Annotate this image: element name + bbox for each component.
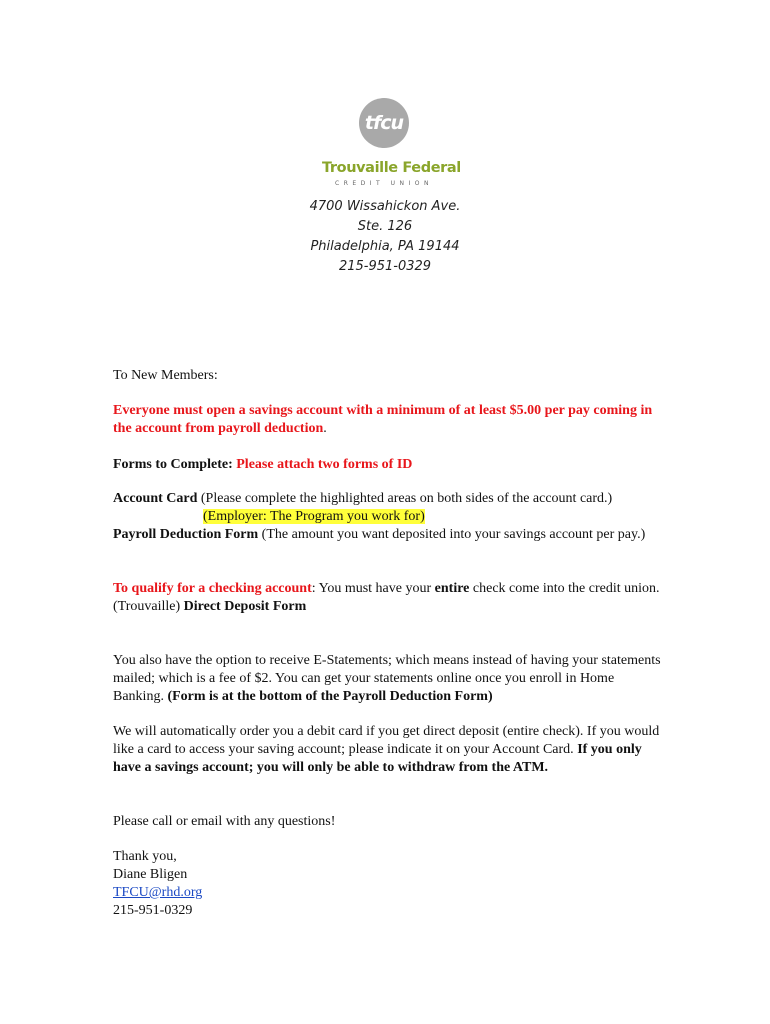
tfcu-logo: [322, 98, 461, 190]
checking-text-1: : You must have your: [311, 581, 435, 596]
account-card-label: Account Card: [113, 491, 198, 506]
address-suite: Ste. 126: [357, 219, 413, 234]
savings-notice-period: .: [323, 421, 327, 436]
salutation: To New Members:: [113, 368, 218, 383]
logo-subtitle: CREDIT UNION: [335, 180, 433, 187]
id-note: Please attach two forms of ID: [236, 457, 413, 472]
estatements-bold: (Form is at the bottom of the Payroll Deduction Form): [167, 689, 493, 704]
savings-notice-text: Everyone must open a savings account with a minimum of at least $5.00 per pay coming in the account from payroll deduction: [113, 403, 653, 436]
signature-block: [113, 848, 668, 920]
address-block: [0, 197, 770, 277]
debit-bold: If you only have a savings account; you will only be able to withdraw from the ATM.: [113, 742, 642, 775]
checking-label: To qualify for a checking account: [113, 581, 312, 596]
questions-line: Please call or email with any questions!: [113, 814, 336, 829]
estatements-paragraph: [113, 652, 668, 706]
address-phone: 215-951-0329: [338, 259, 432, 274]
direct-deposit-form: Direct Deposit Form: [183, 599, 307, 614]
checking-entire: entire: [434, 581, 470, 596]
tfcu-logo-mark: tfcu: [359, 98, 409, 148]
payroll-desc: (The amount you want deposited into your savings account per pay.): [261, 527, 646, 542]
payroll-label: Payroll Deduction Form: [113, 527, 259, 542]
savings-notice: [113, 402, 668, 438]
forms-label: Forms to Complete:: [113, 457, 233, 472]
logo-name: Trouvaille Federal: [322, 160, 461, 176]
address-city: Philadelphia, PA 19144: [310, 239, 460, 254]
closing: Thank you,: [113, 849, 177, 864]
account-card-item: [113, 490, 668, 526]
debit-paragraph: [113, 723, 668, 777]
payroll-item: [113, 526, 668, 544]
forms-heading: [113, 456, 668, 474]
checking-paragraph: [113, 580, 668, 616]
signer-name: Diane Bligen: [113, 867, 188, 882]
checking-text-2: check come into the credit union. (Trouvaille): [113, 581, 660, 614]
estatements-text: You also have the option to receive E-Statements; which means instead of having your statements mailed; which is a fee of $2. You can get your statements online once you enroll in Home Banking.: [113, 653, 661, 704]
address-street: 4700 Wissahickon Ave.: [309, 199, 461, 214]
debit-text: We will automatically order you a debit card if you get direct deposit (entire check). If you would like a card to access your saving account; please indicate it on your Account Card.: [113, 724, 660, 757]
employer-highlight: (Employer: The Program you work for): [203, 509, 425, 524]
account-card-desc: (Please complete the highlighted areas on both sides of the account card.): [200, 491, 613, 506]
email-link[interactable]: TFCU@rhd.org: [113, 885, 203, 900]
signer-phone: 215-951-0329: [113, 903, 193, 918]
